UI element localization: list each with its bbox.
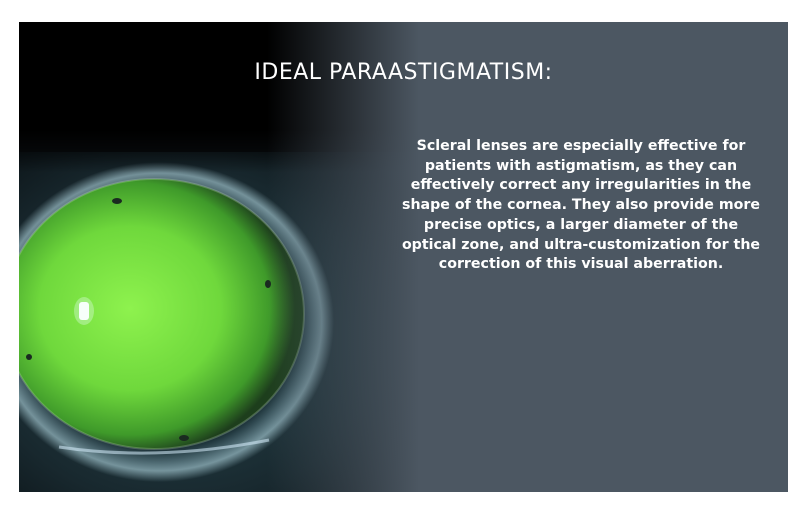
content-card bbox=[19, 22, 788, 492]
section-title: IDEAL PARAASTIGMATISM: bbox=[254, 60, 553, 85]
scleral-lens-photo bbox=[19, 22, 419, 492]
section-description: Scleral lenses are especially effective for patients with astigmatism, as they can effectively correct any irregularities in the shape of the cornea. They also provide more precise optics, a larger diameter of the optical zone, and ultra-customization for the correction of this visual aberration. bbox=[401, 138, 761, 273]
